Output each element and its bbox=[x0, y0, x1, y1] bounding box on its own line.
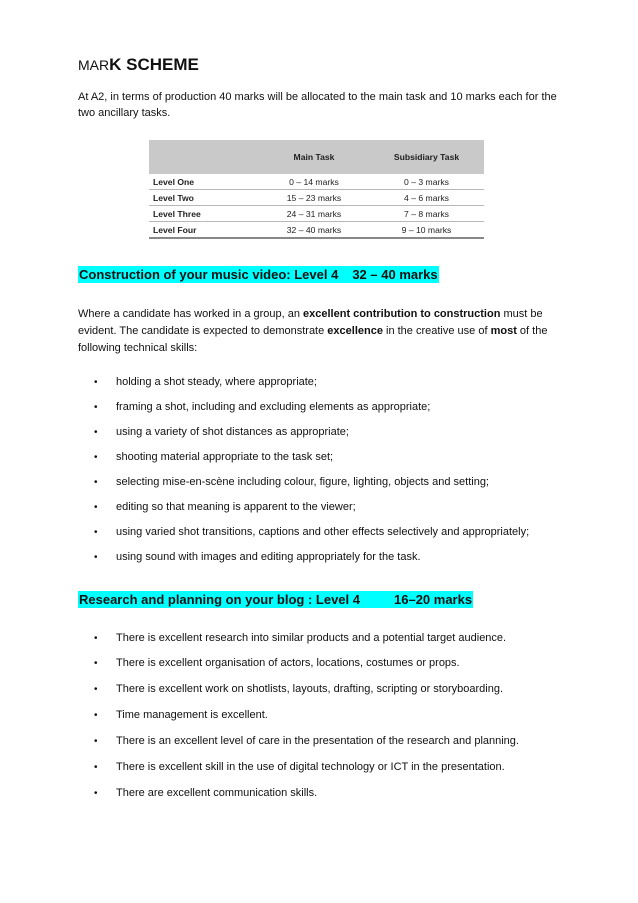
list-item: • editing so that meaning is apparent to the viewer; bbox=[94, 501, 356, 513]
list-item: • There is excellent organisation of actors, locations, costumes or props. bbox=[94, 657, 460, 669]
bullet-icon: • bbox=[94, 736, 98, 747]
bullet-icon: • bbox=[94, 710, 98, 721]
list-item: • Time management is excellent. bbox=[94, 709, 268, 721]
bullet-icon: • bbox=[94, 527, 98, 538]
list-item: • There is excellent skill in the use of digital technology or ICT in the presentation. bbox=[94, 761, 505, 773]
list-item: • using a variety of shot distances as appropriate; bbox=[94, 426, 349, 438]
list-item: • holding a shot steady, where appropriate; bbox=[94, 376, 317, 388]
table-header-cell bbox=[149, 140, 259, 174]
list-item: • There is excellent work on shotlists, layouts, drafting, scripting or storyboarding. bbox=[94, 683, 504, 695]
table-cell: Level Four bbox=[149, 222, 259, 239]
table-cell: 32 – 40 marks bbox=[259, 222, 369, 239]
section-heading-construction: Construction of your music video: Level 4 32 – 40 marks bbox=[79, 267, 438, 282]
bullet-icon: • bbox=[94, 402, 98, 413]
table-cell: Level Two bbox=[149, 190, 259, 206]
bullet-icon: • bbox=[94, 452, 98, 463]
marks-table bbox=[149, 140, 484, 239]
list-item: • There is excellent research into similar products and a potential target audience. bbox=[94, 632, 507, 644]
table-cell: 0 – 14 marks bbox=[259, 174, 369, 190]
list-item: • using sound with images and editing appropriately for the task. bbox=[94, 551, 421, 563]
table-cell: 9 – 10 marks bbox=[369, 222, 484, 239]
table-header-row bbox=[149, 140, 484, 174]
bullet-icon: • bbox=[94, 377, 98, 388]
table-cell: 7 – 8 marks bbox=[369, 206, 484, 222]
section-marks: 16–20 marks bbox=[394, 592, 473, 607]
table-header-cell: Main Task bbox=[259, 140, 369, 174]
table-cell: 15 – 23 marks bbox=[259, 190, 369, 206]
bullet-icon: • bbox=[94, 427, 98, 438]
table-row bbox=[149, 206, 484, 222]
bullet-icon: • bbox=[94, 684, 98, 695]
section-paragraph: Where a candidate has worked in a group, an excellent contribution to construction must be evident. The candidate is expected to demonstrate excellence in the creative use of most of the following technical skills: bbox=[78, 308, 548, 354]
bullet-icon: • bbox=[94, 658, 98, 669]
bullet-icon: • bbox=[94, 762, 98, 773]
section-marks: 32 – 40 marks bbox=[352, 267, 438, 282]
list-item: • shooting material appropriate to the task set; bbox=[94, 451, 334, 463]
table-cell: 4 – 6 marks bbox=[369, 190, 484, 206]
list-item: • using varied shot transitions, captions and other effects selectively and appropriately; bbox=[94, 526, 530, 538]
table-cell: Level One bbox=[149, 174, 259, 190]
bullet-icon: • bbox=[94, 788, 98, 799]
list-item: • There are excellent communication skills. bbox=[94, 787, 318, 799]
intro-text: At A2, in terms of production 40 marks will be allocated to the main task and 10 marks each for the two ancillary tasks. bbox=[78, 91, 557, 119]
list-item: • There is an excellent level of care in the presentation of the research and planning. bbox=[94, 735, 519, 747]
bullet-icon: • bbox=[94, 633, 98, 644]
section-heading-research: Research and planning on your blog : Level 4 16–20 marks bbox=[79, 592, 473, 607]
bullet-icon: • bbox=[94, 477, 98, 488]
list-item: • selecting mise-en-scène including colour, figure, lighting, objects and setting; bbox=[94, 476, 489, 488]
table-cell: Level Three bbox=[149, 206, 259, 222]
list-item: • framing a shot, including and excluding elements as appropriate; bbox=[94, 401, 431, 413]
table-row bbox=[149, 174, 484, 190]
table-row bbox=[149, 190, 484, 206]
table-row bbox=[149, 222, 484, 239]
table-cell: 0 – 3 marks bbox=[369, 174, 484, 190]
bullet-icon: • bbox=[94, 552, 98, 563]
table-cell: 24 – 31 marks bbox=[259, 206, 369, 222]
page-title: MARK SCHEME bbox=[78, 55, 199, 74]
table-header-cell: Subsidiary Task bbox=[369, 140, 484, 174]
bullet-icon: • bbox=[94, 502, 98, 513]
